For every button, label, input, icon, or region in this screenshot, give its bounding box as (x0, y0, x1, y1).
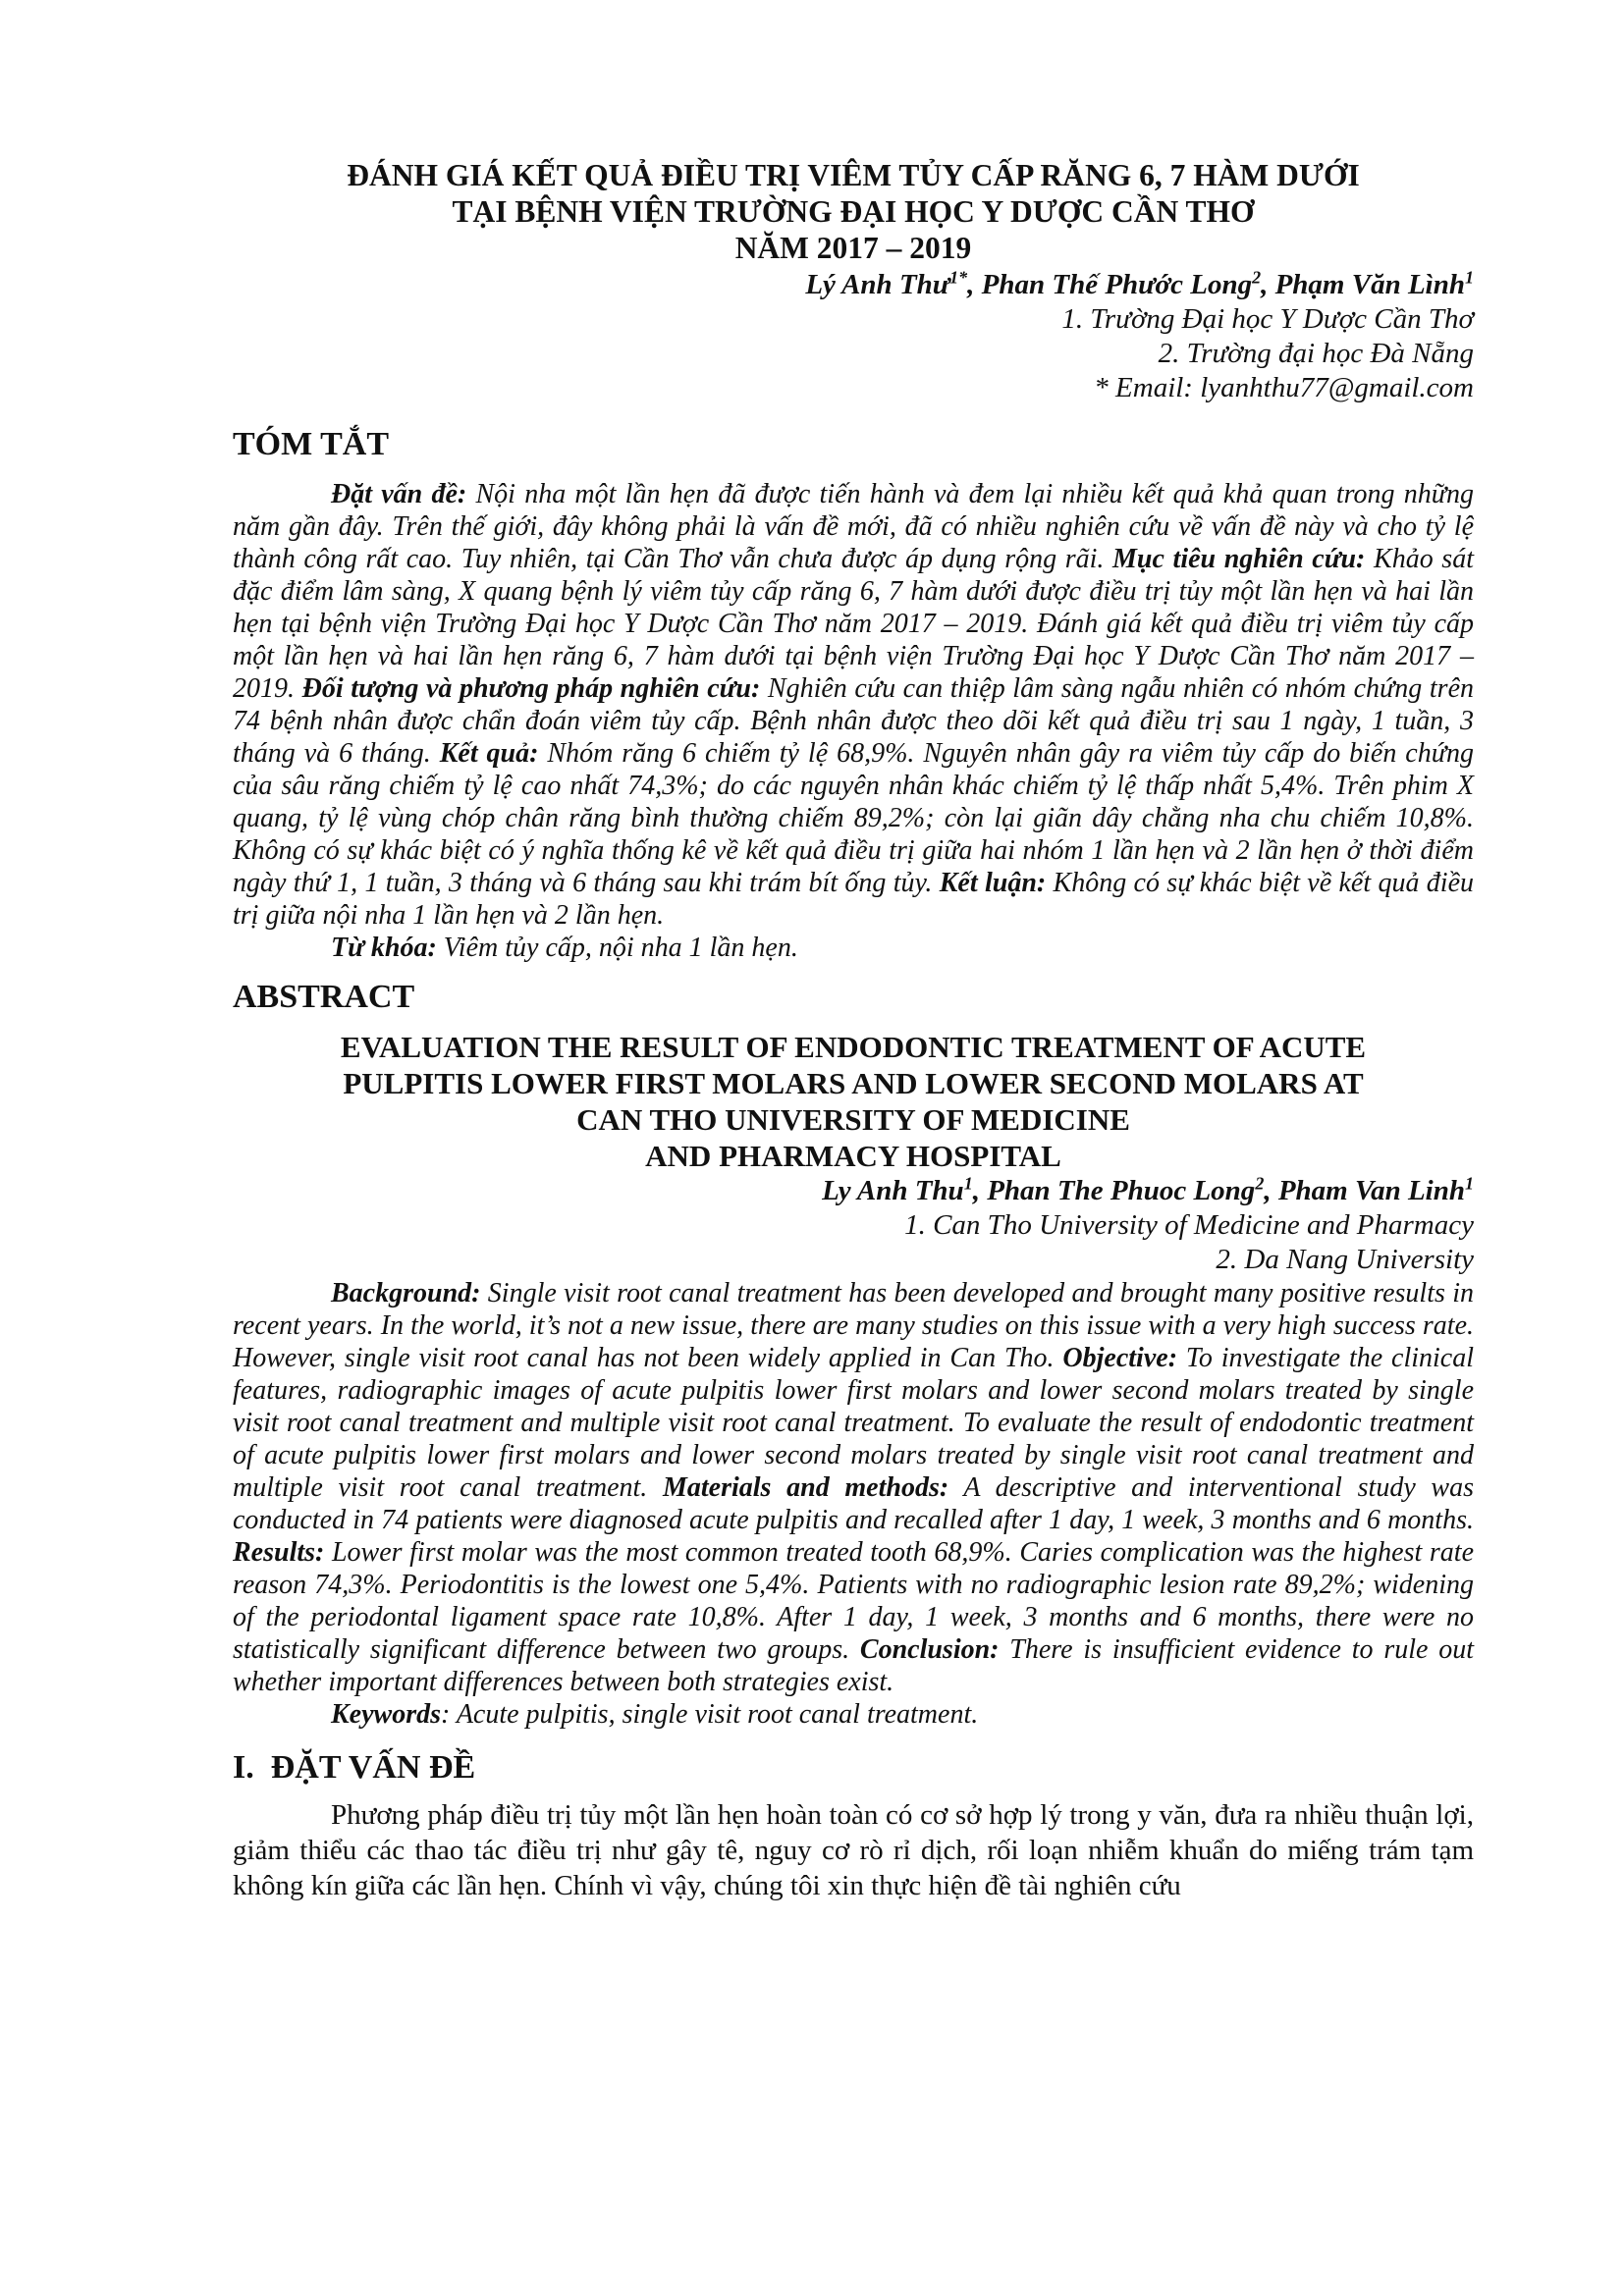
author-separator: , (967, 269, 982, 300)
abstract-text: A descriptive and interventional study was conducted in 74 patients were diagnosed acute pulpitis and recalled after 1 day, 1 week, 3 months and 6 months. (233, 1472, 1475, 1535)
summary-text: Không có sự khác biệt về kết quả điều trị giữa nội nha 1 lần hẹn và 2 lần hẹn. (233, 868, 1474, 931)
summary-text: Khảo sát đặc điểm lâm sàng, X quang bệnh lý viêm tủy cấp răng 6, 7 hàm dưới được điều trị tủy một lần hẹn và hai lần hẹn tại bệnh viện Trường Đại học Y Dược Cần Thơ năm 2017 – 2019. Đánh giá kết quả điều trị viêm tủy cấp một lần hẹn và hai lần hẹn răng 6, 7 hàm dưới tại bệnh viện Trường Đại học Y Dược Cần Thơ năm 2017 – 2019. (233, 544, 1474, 704)
english-title (233, 1029, 1474, 1174)
author-3-name: Pham Van Linh (1277, 1175, 1465, 1206)
english-title-line-1: EVALUATION THE RESULT OF ENDODONTIC TREATMENT OF ACUTE (340, 1030, 1367, 1064)
abstract-text: Single visit root canal treatment has been developed and brought many positive results in recent years. In the world, it’s not a new issue, there are many studies on this issue with a very high success rate. However, single visit root canal has not been widely applied in Can Tho. (233, 1278, 1474, 1373)
keywords-label: Keywords (331, 1699, 441, 1730)
paper-content (233, 157, 1474, 1903)
author-3-sup: 1 (1465, 267, 1474, 288)
english-title-line-2: PULPITIS LOWER FIRST MOLARS AND LOWER SECOND MOLARS AT (343, 1066, 1364, 1100)
vietnamese-title-line-3: NĂM 2017 – 2019 (734, 231, 972, 265)
author-1-name: Lý Anh Thư (805, 269, 950, 300)
vietnamese-title-line-1: ĐÁNH GIÁ KẾT QUẢ ĐIỀU TRỊ VIÊM TỦY CẤP RĂNG 6, 7 HÀM DƯỚI (347, 158, 1360, 192)
section-1-paragraph: Phương pháp điều trị tủy một lần hẹn hoàn toàn có cơ sở hợp lý trong y văn, đưa ra nhiều thuận lợi, giảm thiểu các thao tác điều trị như gây tê, nguy cơ rò rỉ dịch, rối loạn nhiễm khuẩn do miếng trám tạm không kín giữa các lần hẹn. Chính vì vậy, chúng tôi xin thực hiện đề tài nghiên cứu (233, 1799, 1474, 1901)
vietnamese-summary (233, 478, 1474, 932)
abstract-label-conclusion: Conclusion: (859, 1634, 1000, 1665)
english-keywords (233, 1698, 1474, 1731)
author-1-sup: 1 (963, 1173, 973, 1194)
english-authors (233, 1174, 1474, 1208)
affiliation-en-2: 2. Da Nang University (1216, 1244, 1474, 1275)
vietnamese-title-line-2: TẠI BỆNH VIỆN TRƯỜNG ĐẠI HỌC Y DƯỢC CẦN THƠ (452, 194, 1255, 229)
abstract-text: To investigate the clinical features, radiographic images of acute pulpitis lower first molars and lower second molars treated by single visit root canal treatment and multiple visit root canal treatment. To evaluate the result of endodontic treatment of acute pulpitis lower first molars and lower second molars treated by single visit root canal treatment and multiple visit root canal treatment. (233, 1343, 1475, 1503)
affiliation-1: 1. Trường Đại học Y Dược Cần Thơ (1061, 303, 1474, 335)
abstract-text: There is insufficient evidence to rule out whether important differences between both strategies exist. (233, 1634, 1474, 1697)
section-1-heading: I. ĐẶT VẤN ĐỀ (233, 1749, 476, 1786)
summary-label-methods: Đối tượng và phương pháp nghiên cứu: (301, 673, 761, 704)
english-title-line-3: CAN THO UNIVERSITY OF MEDICINE (576, 1102, 1130, 1137)
summary-heading: TÓM TẮT (233, 426, 390, 462)
abstract-label-background: Background: (331, 1278, 481, 1308)
keywords-text: Viêm tủy cấp, nội nha 1 lần hẹn. (436, 933, 798, 963)
author-2-sup: 2 (1255, 1173, 1265, 1194)
summary-label-background: Đặt vấn đề: (331, 479, 467, 509)
affiliation-2: 2. Trường đại học Đà Nẵng (1158, 338, 1474, 369)
author-separator: , (1264, 1175, 1278, 1206)
vietnamese-title (233, 157, 1474, 266)
author-2-sup: 2 (1252, 267, 1262, 288)
abstract-label-methods: Materials and methods: (663, 1472, 949, 1503)
author-2-name: Phan Thế Phước Long (981, 269, 1253, 300)
author-separator: , (1261, 269, 1275, 300)
author-separator: , (972, 1175, 988, 1206)
english-abstract (233, 1277, 1474, 1698)
summary-text: Nghiên cứu can thiệp lâm sàng ngẫu nhiên có nhóm chứng trên 74 bệnh nhân được chẩn đoán viêm tủy cấp. Bệnh nhân được theo dõi kết quả điều trị sau 1 ngày, 1 tuần, 3 tháng và 6 tháng. (233, 673, 1475, 769)
summary-text: Nhóm răng 6 chiếm tỷ lệ 68,9%. Nguyên nhân gây ra viêm tủy cấp do biến chứng của sâu răng chiếm tỷ lệ cao nhất 74,3%; do các nguyên nhân khác chiếm tỷ lệ thấp nhất 5,4%. Trên phim X quang, tỷ lệ vùng chóp chân răng bình thường chiếm 89,2%; còn lại giãn dây chằng nha chu chiếm 10,8%. Không có sự khác biệt có ý nghĩa thống kê về kết quả điều trị giữa hai nhóm 1 lần hẹn và 2 lần hẹn ở thời điểm ngày thứ 1, 1 tuần, 3 tháng và 6 tháng sau khi trám bít ống tủy. (233, 738, 1474, 898)
abstract-text: Lower first molar was the most common treated tooth 68,9%. Caries complication was the highest rate reason 74,3%. Periodontitis is the lowest one 5,4%. Patients with no radiographic lesion rate 89,2%; widening of the periodontal ligament space rate 10,8%. After 1 day, 1 week, 3 months and 6 months, there were no statistically significant difference between two groups. (233, 1537, 1474, 1665)
vietnamese-authors (233, 268, 1474, 302)
summary-label-results: Kết quả: (439, 738, 539, 769)
summary-label-objective: Mục tiêu nghiên cứu: (1112, 544, 1366, 574)
author-email: * Email: lyanhthu77@gmail.com (1094, 372, 1474, 403)
keywords-label: Từ khóa: (331, 933, 437, 963)
author-1-sup: 1* (949, 267, 968, 288)
summary-label-conclusion: Kết luận: (939, 868, 1047, 898)
keywords-text: : Acute pulpitis, single visit root canal treatment. (441, 1699, 979, 1730)
summary-text: Nội nha một lần hẹn đã được tiến hành và đem lại nhiều kết quả khả quan trong những năm gần đây. Trên thế giới, đây không phải là vấn đề mới, đã có nhiều nghiên cứu về vấn đề này và cho tỷ lệ thành công rất cao. Tuy nhiên, tại Cần Thơ vẫn chưa được áp dụng rộng rãi. (233, 479, 1474, 574)
abstract-label-objective: Objective: (1062, 1343, 1178, 1373)
abstract-heading: ABSTRACT (233, 979, 415, 1015)
author-1-name: Ly Anh Thu (822, 1175, 964, 1206)
author-2-name: Phan The Phuoc Long (987, 1175, 1256, 1206)
affiliation-en-1: 1. Can Tho University of Medicine and Pharmacy (904, 1209, 1474, 1241)
vietnamese-keywords (233, 932, 1474, 964)
author-3-name: Phạm Văn Lình (1274, 269, 1465, 300)
abstract-label-results: Results: (233, 1537, 325, 1568)
author-3-sup: 1 (1465, 1173, 1474, 1194)
english-title-line-4: AND PHARMACY HOSPITAL (645, 1139, 1061, 1173)
